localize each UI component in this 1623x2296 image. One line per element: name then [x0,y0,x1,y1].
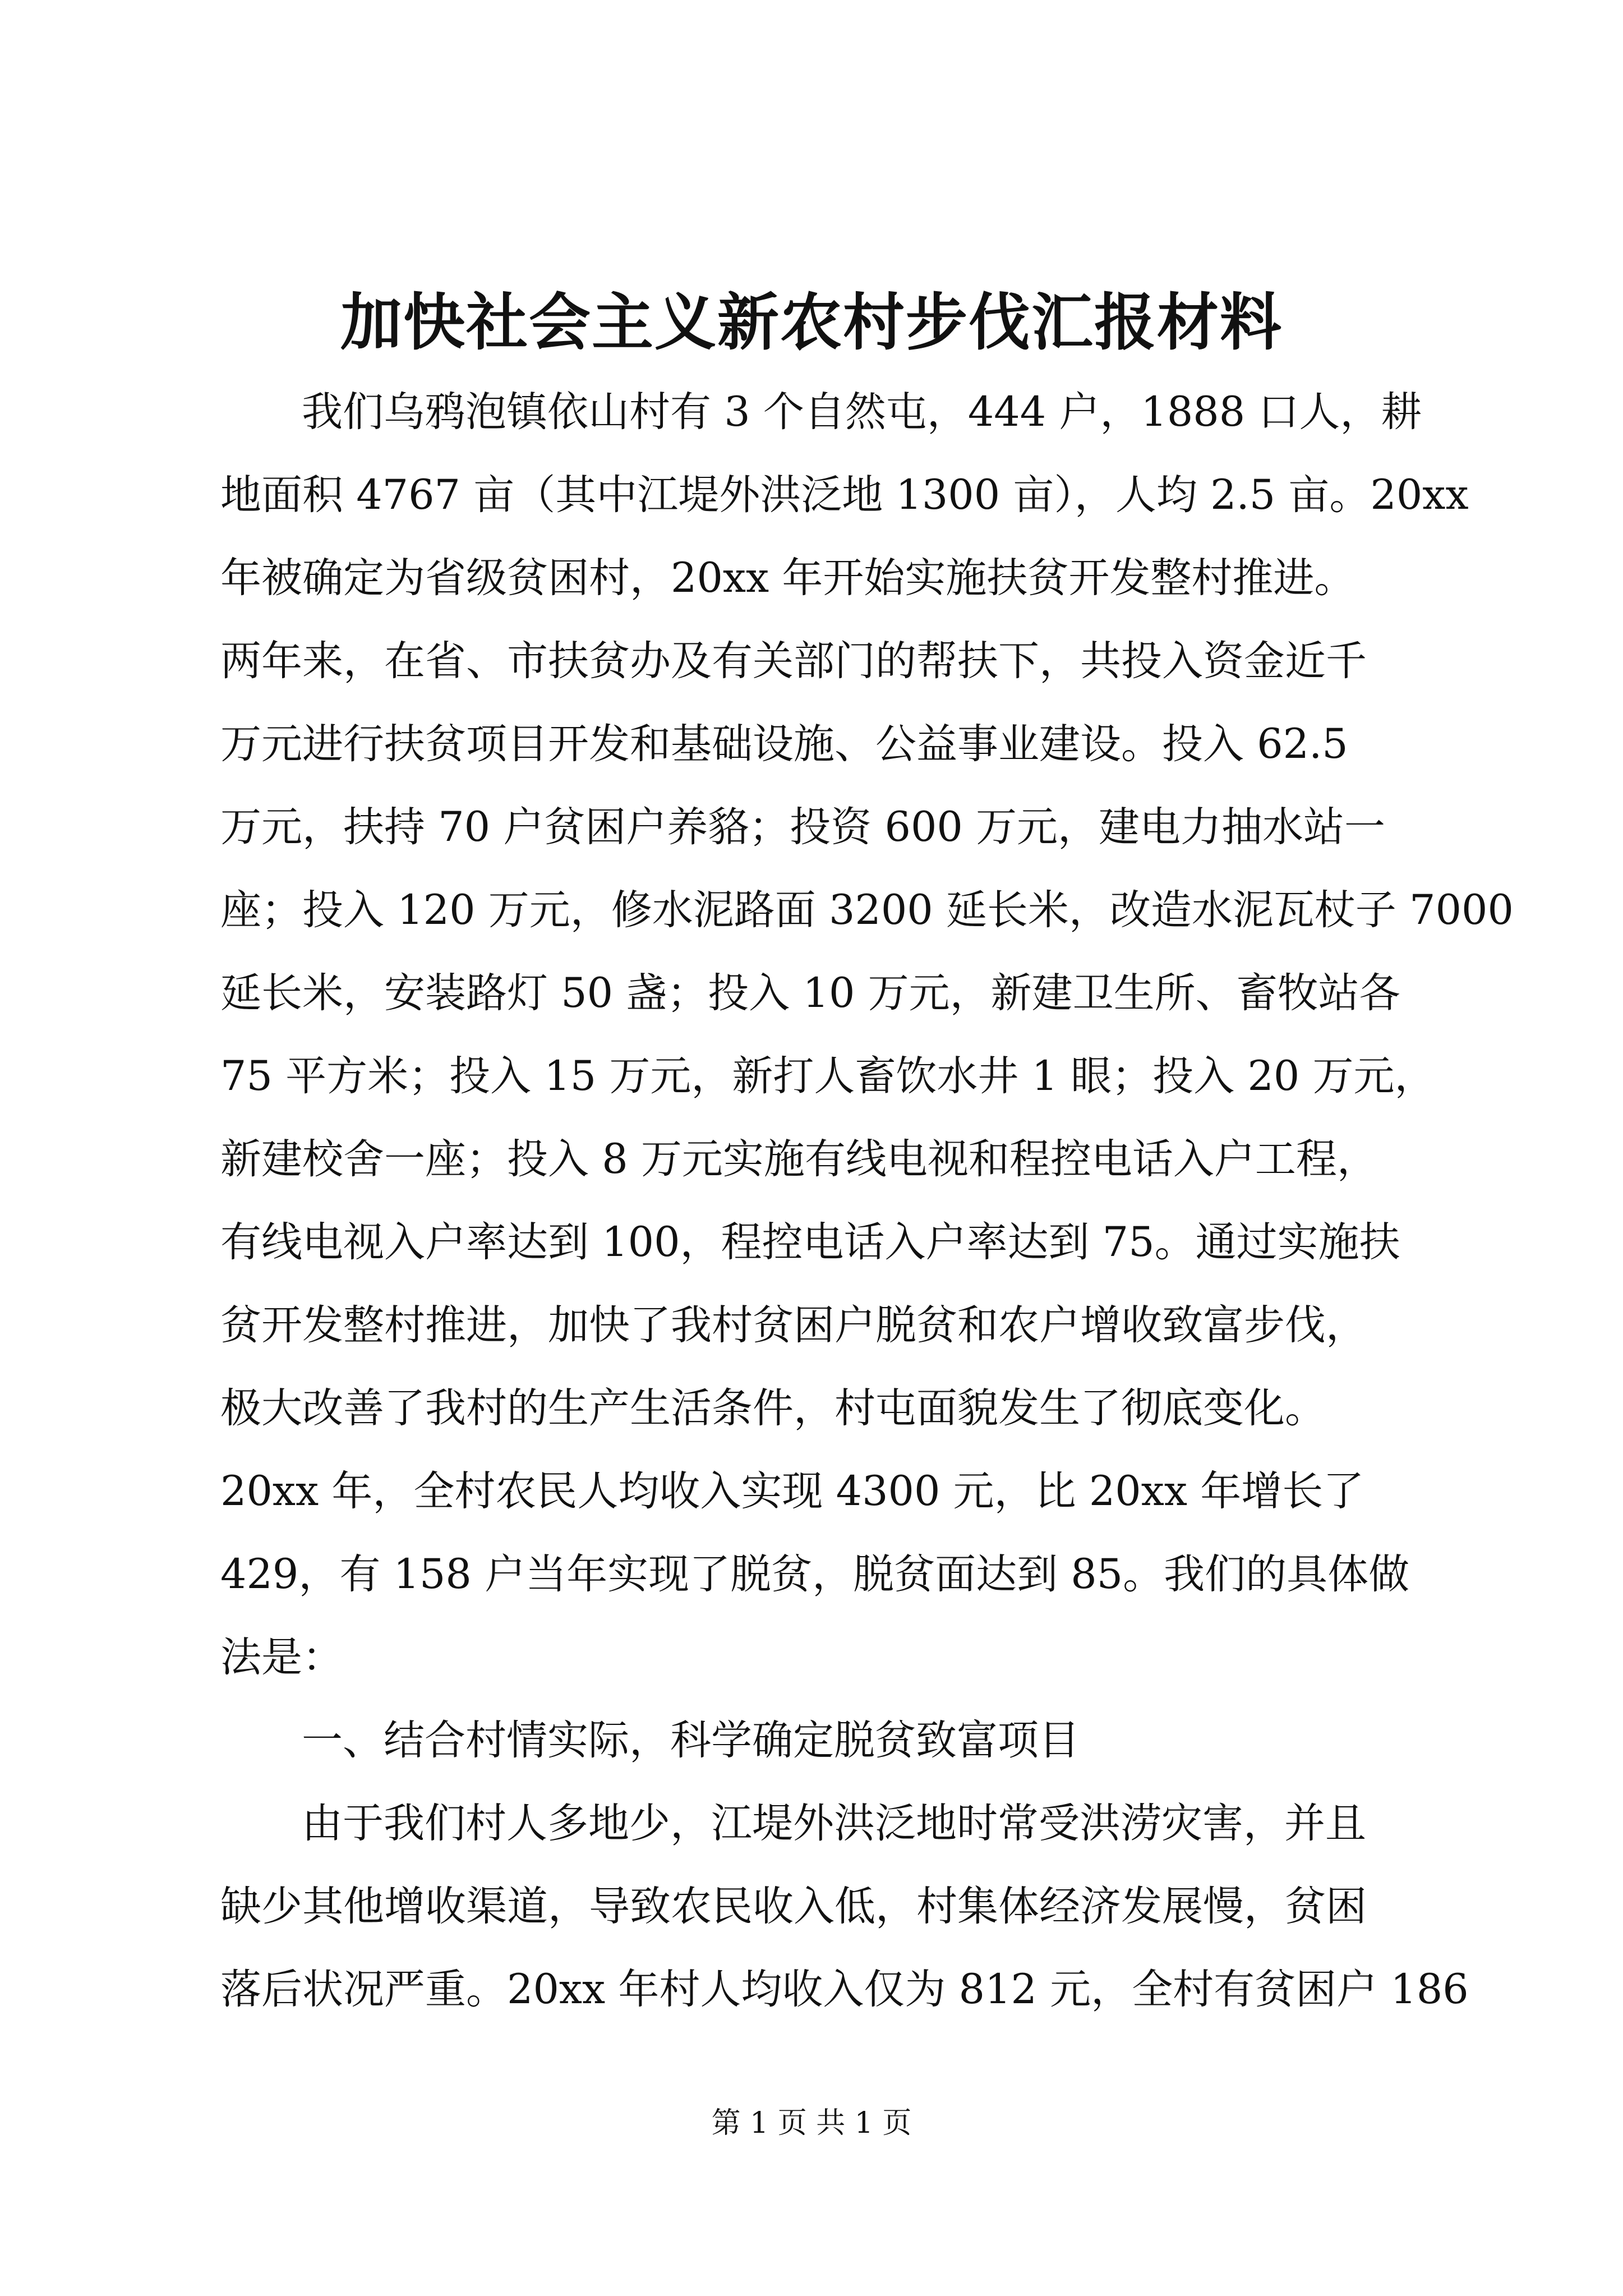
body-line-5: 万元进行扶贫项目开发和基础设施、公益事业建设。投入 62.5 [220,720,1348,768]
body-line-6: 万元，扶持 70 户贫困户养貉；投资 600 万元，建电力抽水站一 [220,803,1386,851]
body-line-20: 落后状况严重。20xx 年村人均收入仅为 812 元，全村有贫困户 186 [220,1966,1469,2013]
body-line-16: 法是： [220,1634,343,1681]
body-line-4: 两年来，在省、市扶贫办及有关部门的帮扶下，共投入资金近千 [220,637,1367,685]
body-line-12: 贫开发整村推进，加快了我村贫困户脱贫和农户增收致富步伐， [220,1301,1367,1349]
body-line-3: 年被确定为省级贫困村，20xx 年开始实施扶贫开发整村推进。 [220,554,1355,602]
body-line-10: 新建校舍一座；投入 8 万元实施有线电视和程控电话入户工程， [220,1135,1378,1183]
body-line-1: 我们乌鸦泡镇依山村有 3 个自然屯，444 户，1888 口人，耕 [302,388,1422,436]
section-heading-1: 一、结合村情实际，科学确定脱贫致富项目 [302,1717,1080,1764]
body-line-13: 极大改善了我村的生产生活条件，村屯面貌发生了彻底变化。 [220,1384,1326,1432]
document-title: 加快社会主义新农村步伐汇报材料 [340,286,1283,358]
body-line-7: 座；投入 120 万元，修水泥路面 3200 延长米，改造水泥瓦杖子 7000 [220,886,1514,934]
body-line-18: 由于我们村人多地少，江堤外洪泛地时常受洪涝灾害，并且 [302,1800,1366,1847]
body-line-8: 延长米，安装路灯 50 盏；投入 10 万元，新建卫生所、畜牧站各 [220,969,1400,1017]
body-line-19: 缺少其他增收渠道，导致农民收入低，村集体经济发展慢，贫困 [220,1883,1367,1930]
page-footer: 第 1 页 共 1 页 [711,2106,912,2140]
body-line-9: 75 平方米；投入 15 万元，新打人畜饮水井 1 眼；投入 20 万元， [220,1052,1436,1100]
body-line-15: 429，有 158 户当年实现了脱贫，脱贫面达到 85。我们的具体做 [220,1550,1410,1598]
body-line-11: 有线电视入户率达到 100，程控电话入户率达到 75。通过实施扶 [220,1218,1400,1266]
body-line-2: 地面积 4767 亩（其中江堤外洪泛地 1300 亩），人均 2.5 亩。20xx [220,471,1469,519]
body-line-14: 20xx 年，全村农民人均收入实现 4300 元，比 20xx 年增长了 [220,1467,1364,1515]
